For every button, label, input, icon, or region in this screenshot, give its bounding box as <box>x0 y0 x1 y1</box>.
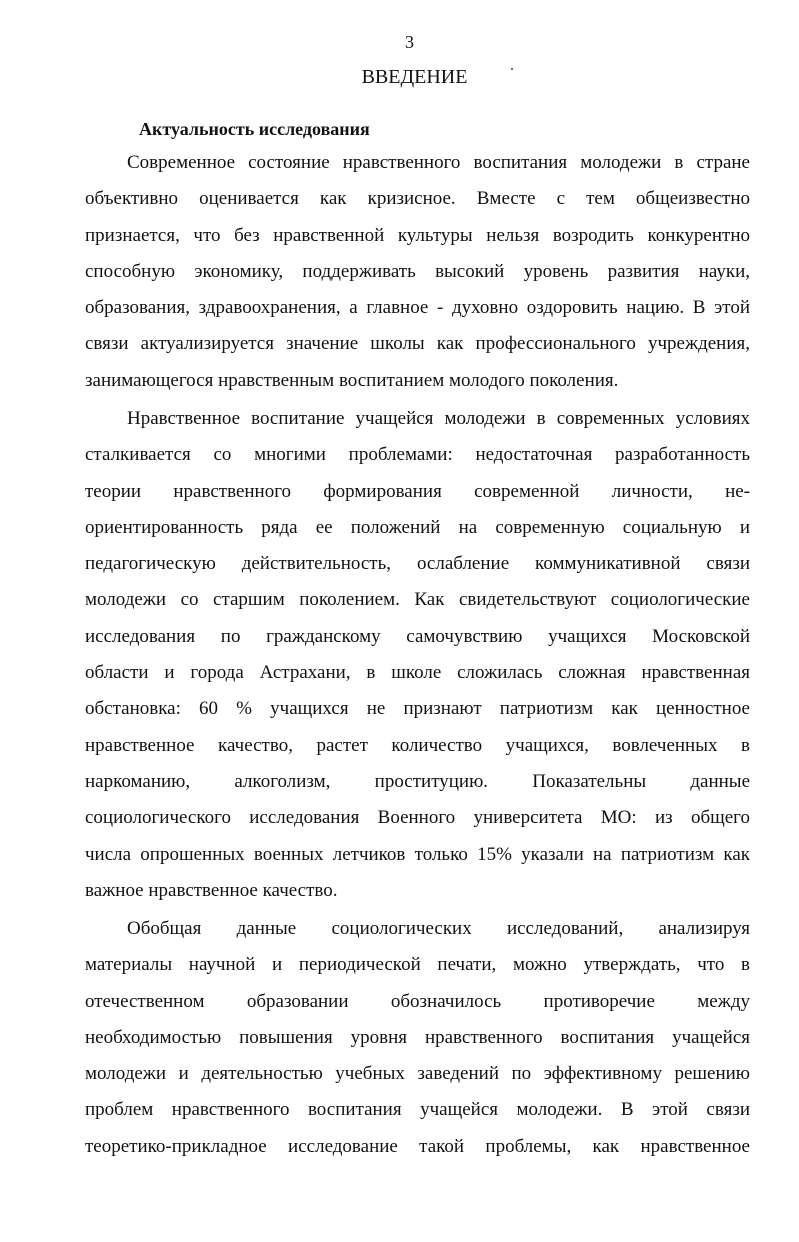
text-line: молодежи и деятельностью учебных заведений по эффективному решению <box>85 1063 750 1085</box>
section-subheading: Актуальность исследования <box>139 119 370 139</box>
text-line: ориентированность ряда ее положений на современную социальную и <box>85 516 750 538</box>
text-line: важное нравственное качество. <box>85 879 338 901</box>
scan-speck <box>511 68 513 70</box>
text-line: материалы научной и периодической печати, можно утверждать, что в <box>85 954 750 976</box>
paragraph-problems <box>85 401 750 909</box>
paragraph-relevance <box>85 145 750 399</box>
text-line: Современное состояние нравственного воспитания молодежи в стране <box>127 152 750 173</box>
text-line: способную экономику, поддерживать высокий уровень развития науки, <box>85 260 750 282</box>
text-line: проблем нравственного воспитания учащейся молодежи. В этой связи <box>85 1099 750 1121</box>
text-line: Нравственное воспитание учащейся молодежи в современных условиях <box>127 408 750 429</box>
text-line: признается, что без нравственной культуры нельзя возродить конкурентно <box>85 224 750 246</box>
text-line: необходимостью повышения уровня нравственного воспитания учащейся <box>85 1026 750 1048</box>
text-line: Обобщая данные социологических исследований, анализируя <box>127 918 750 939</box>
text-line: связи актуализируется значение школы как профессионального учреждения, <box>85 333 750 355</box>
text-line: отечественном образовании обозначилось противоречие между <box>85 990 750 1012</box>
text-line: занимающегося нравственным воспитанием молодого поколения. <box>85 369 619 391</box>
text-line: области и города Астрахани, в школе сложилась сложная нравственная <box>85 662 750 684</box>
text-line: образования, здравоохранения, а главное - духовно оздоровить нацию. В этой <box>85 297 750 319</box>
text-line: социологического исследования Военного университета МО: из общего <box>85 807 750 829</box>
text-line: молодежи со старшим поколением. Как свидетельствуют социологические <box>85 589 750 611</box>
text-line: теоретико-прикладное исследование такой проблемы, как нравственное <box>85 1135 750 1157</box>
text-line: сталкивается со многими проблемами: недостаточная разработанность <box>85 444 750 466</box>
paragraph-summary <box>85 911 750 1165</box>
text-line: числа опрошенных военных летчиков только 15% указали на патриотизм как <box>85 843 750 865</box>
text-line: объективно оценивается как кризисное. Вместе с тем общеизвестно <box>85 188 750 210</box>
text-line: нравственное качество, растет количество учащихся, вовлеченных в <box>85 734 750 756</box>
page-title: ВВЕДЕНИЕ <box>361 66 468 88</box>
text-line: наркоманию, алкоголизм, проституцию. Показательны данные <box>85 770 750 792</box>
text-line: педагогическую действительность, ослабление коммуникативной связи <box>85 553 750 575</box>
text-line: обстановка: 60 % учащихся не признают патриотизм как ценностное <box>85 698 750 720</box>
text-line: исследования по гражданскому самочувствию учащихся Московской <box>85 625 750 647</box>
page-number: 3 <box>405 32 414 52</box>
text-line: теории нравственного формирования современной личности, не- <box>85 480 750 502</box>
